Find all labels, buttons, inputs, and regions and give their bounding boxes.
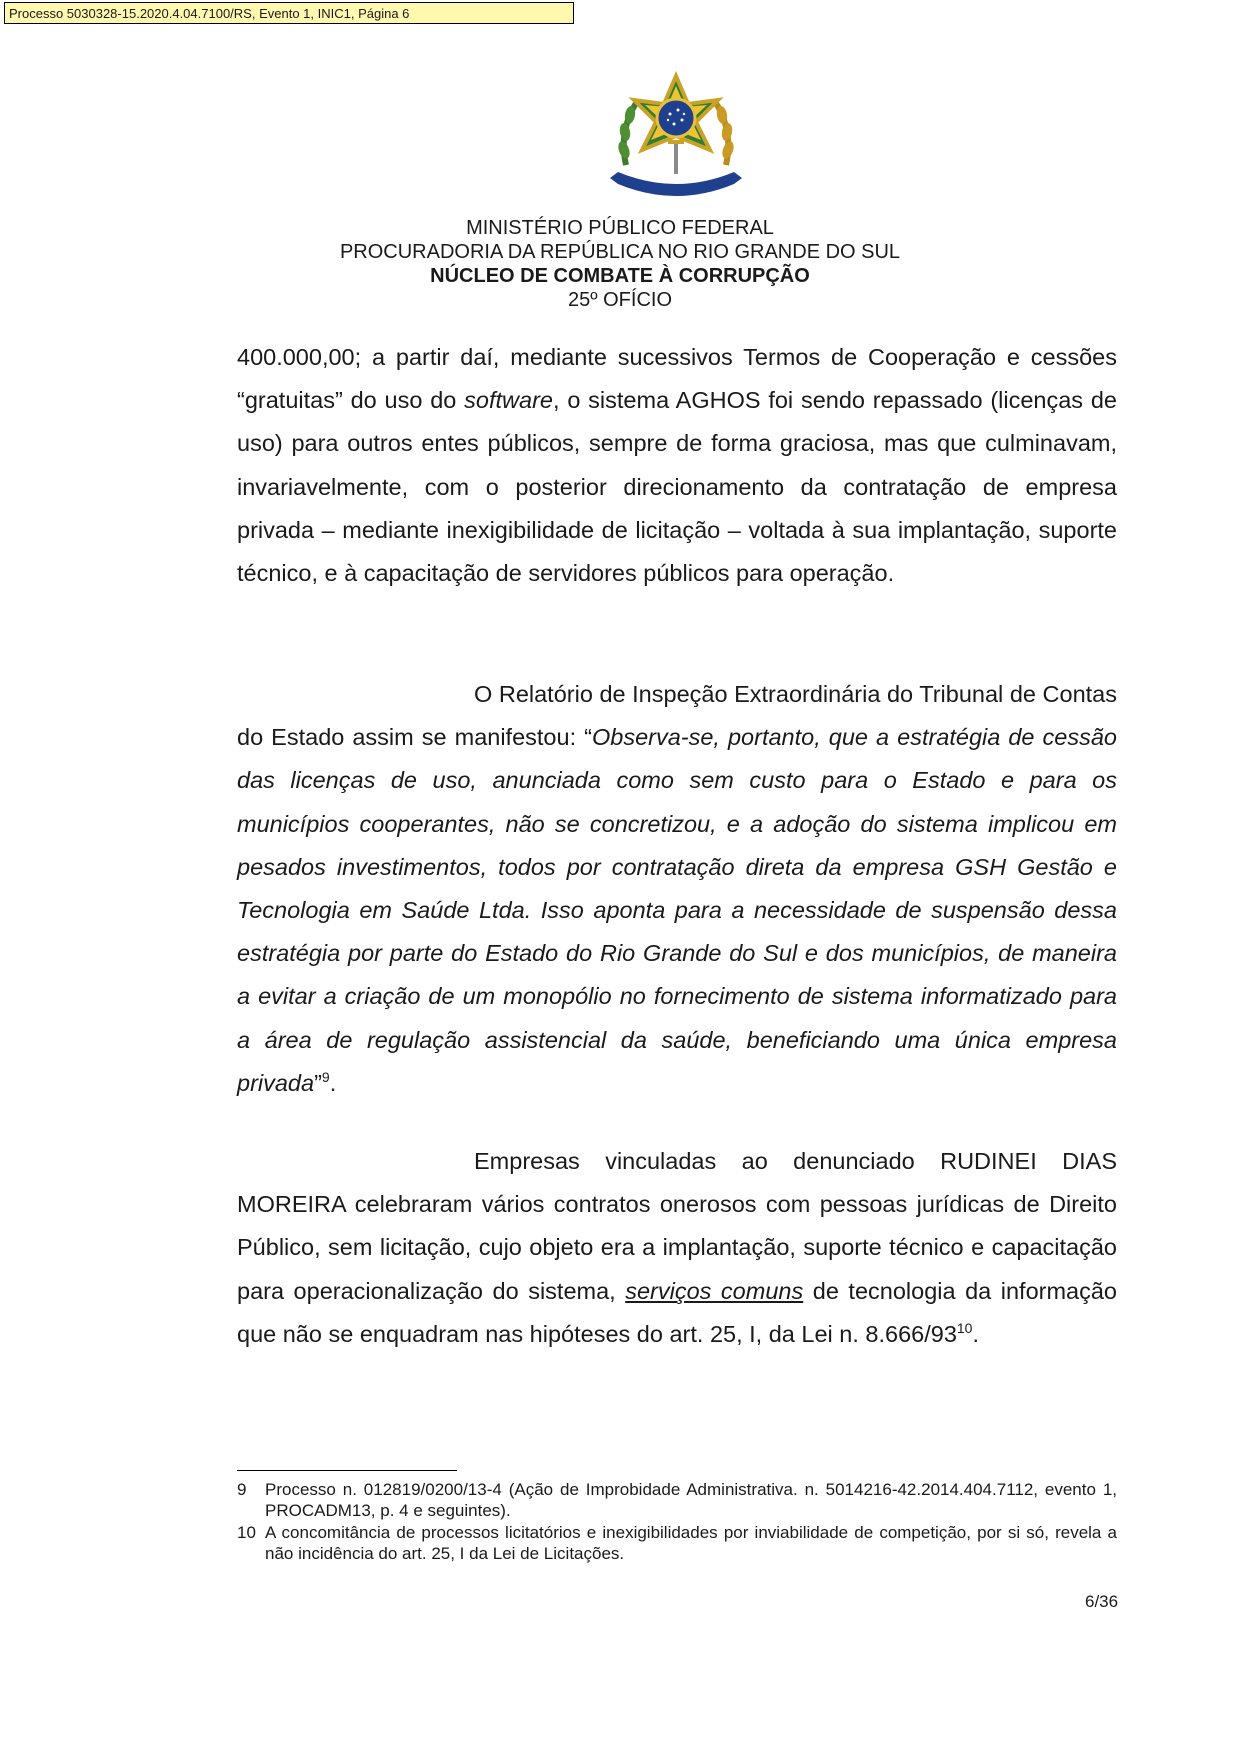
paragraph-3 (237, 1140, 1117, 1356)
paragraph-2 (237, 673, 1117, 1105)
header-oficio: 25º OFÍCIO (568, 289, 672, 311)
process-stamp: Processo 5030328-15.2020.4.04.7100/RS, Evento 1, INIC1, Página 6 (4, 2, 574, 24)
paragraph-1 (237, 336, 1117, 595)
footnote-ref-9[interactable]: 9 (321, 1068, 330, 1085)
header-nucleo: NÚCLEO DE COMBATE À CORRUPÇÃO (430, 265, 810, 287)
paragraph-1-software: software (464, 387, 553, 414)
paragraph-2-text-a: O Relatório de Inspeção Extraordinária do Tribunal de Contas do Estado assim se manifestou: “ (237, 681, 1117, 751)
footnote-text: Processo n. 012819/0200/13-4 (Ação de Improbidade Administrativa. n. 5014216-42.2014.404.7112, evento 1, PROCADM13, p. 4 e seguintes). (265, 1480, 1117, 1520)
page-number: 6/36 (1085, 1592, 1119, 1611)
footnote-text: A concomitância de processos licitatórios e inexigibilidades por inviabilidade de competição, por si só, revela a não incidência do art. 25, I da Lei de Licitações. (265, 1523, 1117, 1563)
brazil-coat-of-arms-icon (608, 70, 744, 204)
paragraph-1-text-a: 400.000,00; a partir daí, mediante sucessivos Termos de Cooperação e cessões “gratuitas” do uso do (237, 344, 1117, 414)
footnote-10 (237, 1523, 1117, 1564)
paragraph-2-end: . (329, 1069, 337, 1096)
paragraph-3-text-c: de tecnologia da informação que não se enquadram nas hipóteses do art. 25, I, da Lei n. 8.666/93 (237, 1277, 1117, 1347)
paragraph-2-quote: Observa-se, portanto, que a estratégia de cessão das licenças de uso, anunciada como sem custo para o Estado e para os municípios cooperantes, não se concretizou, e a adoção do sistema implicou em pesados investimentos, todos por contratação direta da empresa GSH Gestão e Tecnologia em Saúde Ltda. Isso aponta para a necessidade de suspensão dessa estratégia por parte do Estado do Rio Grande do Sul e dos municípios, de maneira a evitar a criação de um monopólio no fornecimento de sistema informatizado para a área de regulação assistencial da saúde, beneficiando uma única empresa privada (237, 724, 1117, 1096)
footnote-9 (237, 1480, 1117, 1521)
footnote-ref-10[interactable]: 10 (956, 1319, 973, 1336)
footnote-separator (237, 1470, 457, 1471)
paragraph-3-servicos-comuns: serviços comuns (625, 1277, 804, 1304)
footnote-mark: 9 (237, 1480, 247, 1499)
header-procuradoria: PROCURADORIA DA REPÚBLICA NO RIO GRANDE DO SUL (339, 241, 901, 263)
header-ministry: MINISTÉRIO PÚBLICO FEDERAL (466, 217, 774, 239)
footnotes (237, 1480, 1117, 1566)
paragraph-3-end: . (972, 1320, 979, 1347)
paragraph-1-text-c: , o sistema AGHOS foi sendo repassado (licenças de uso) para outros entes públicos, sempre de forma graciosa, mas que culminavam, invariavelmente, com o posterior direcionamento da contratação de empresa privada – mediante inexigibilidade de licitação – voltada à sua implantação, suporte técnico, e à capacitação de servidores públicos para operação. (237, 387, 1117, 587)
paragraph-2-close-quote: ” (314, 1069, 322, 1096)
footnote-mark: 10 (237, 1523, 256, 1542)
paragraph-3-text-a: Empresas vinculadas ao denunciado RUDINEI DIAS MOREIRA celebraram vários contratos onerosos com pessoas jurídicas de Direito Público, sem licitação, cujo objeto era a implantação, suporte técnico e capacitação para operacionalização do sistema, (237, 1148, 1117, 1304)
document-header (0, 216, 1240, 312)
